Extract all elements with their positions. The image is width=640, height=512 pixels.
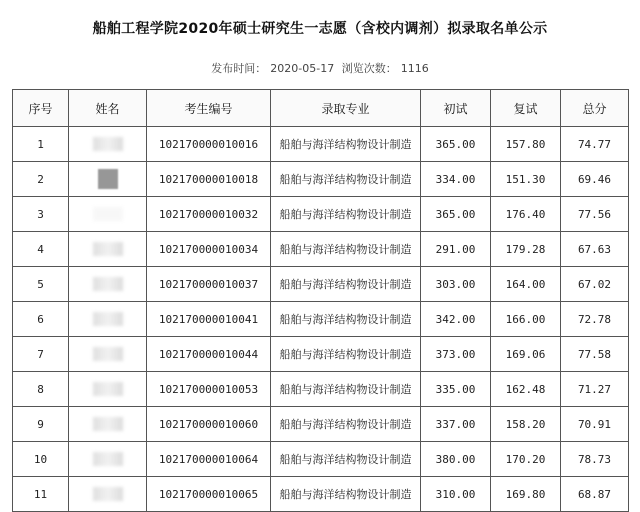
table-row (13, 442, 629, 477)
cell-name-redacted (69, 127, 147, 162)
cell-retest-score: 162.48 (491, 372, 561, 407)
redaction-mark (93, 242, 123, 256)
cell-total-score: 74.77 (561, 127, 629, 162)
cell-total-score: 67.63 (561, 232, 629, 267)
publish-label: 发布时间： (211, 62, 267, 75)
cell-major: 船舶与海洋结构物设计制造 (271, 197, 421, 232)
document-meta (0, 60, 640, 76)
cell-total-score: 77.58 (561, 337, 629, 372)
cell-exam-id: 102170000010041 (147, 302, 271, 337)
cell-seq: 3 (13, 197, 69, 232)
cell-retest-score: 169.80 (491, 477, 561, 512)
cell-initial-score: 334.00 (421, 162, 491, 197)
views-label: 浏览次数： (341, 62, 397, 75)
cell-initial-score: 365.00 (421, 197, 491, 232)
cell-retest-score: 158.20 (491, 407, 561, 442)
cell-seq: 4 (13, 232, 69, 267)
header-seq: 序号 (13, 90, 69, 127)
cell-seq: 11 (13, 477, 69, 512)
cell-seq: 2 (13, 162, 69, 197)
cell-major: 船舶与海洋结构物设计制造 (271, 232, 421, 267)
cell-initial-score: 342.00 (421, 302, 491, 337)
cell-initial-score: 337.00 (421, 407, 491, 442)
cell-initial-score: 310.00 (421, 477, 491, 512)
cell-total-score: 78.73 (561, 442, 629, 477)
publish-date: 2020-05-17 (270, 62, 335, 75)
cell-retest-score: 170.20 (491, 442, 561, 477)
cell-seq: 5 (13, 267, 69, 302)
cell-total-score: 70.91 (561, 407, 629, 442)
header-name: 姓名 (69, 90, 147, 127)
cell-exam-id: 102170000010016 (147, 127, 271, 162)
redaction-mark (93, 417, 123, 431)
cell-total-score: 71.27 (561, 372, 629, 407)
table-body (13, 127, 629, 512)
cell-major: 船舶与海洋结构物设计制造 (271, 407, 421, 442)
cell-major: 船舶与海洋结构物设计制造 (271, 442, 421, 477)
cell-exam-id: 102170000010032 (147, 197, 271, 232)
cell-name-redacted (69, 477, 147, 512)
cell-name-redacted (69, 162, 147, 197)
table-header-row (13, 90, 629, 127)
redaction-mark (93, 312, 123, 326)
cell-seq: 1 (13, 127, 69, 162)
cell-name-redacted (69, 372, 147, 407)
cell-initial-score: 335.00 (421, 372, 491, 407)
cell-retest-score: 176.40 (491, 197, 561, 232)
table-row (13, 197, 629, 232)
cell-name-redacted (69, 232, 147, 267)
table-row (13, 372, 629, 407)
cell-retest-score: 166.00 (491, 302, 561, 337)
cell-exam-id: 102170000010053 (147, 372, 271, 407)
cell-exam-id: 102170000010065 (147, 477, 271, 512)
cell-major: 船舶与海洋结构物设计制造 (271, 127, 421, 162)
cell-total-score: 72.78 (561, 302, 629, 337)
cell-initial-score: 291.00 (421, 232, 491, 267)
cell-total-score: 69.46 (561, 162, 629, 197)
cell-name-redacted (69, 337, 147, 372)
redaction-mark (93, 277, 123, 291)
cell-major: 船舶与海洋结构物设计制造 (271, 372, 421, 407)
cell-total-score: 68.87 (561, 477, 629, 512)
table-row (13, 162, 629, 197)
cell-exam-id: 102170000010018 (147, 162, 271, 197)
document-title: 船舶工程学院2020年硕士研究生一志愿（含校内调剂）拟录取名单公示 (92, 21, 548, 37)
cell-exam-id: 102170000010037 (147, 267, 271, 302)
cell-seq: 10 (13, 442, 69, 477)
cell-name-redacted (69, 197, 147, 232)
cell-name-redacted (69, 302, 147, 337)
cell-major: 船舶与海洋结构物设计制造 (271, 477, 421, 512)
table-row (13, 302, 629, 337)
redaction-mark (93, 382, 123, 396)
cell-major: 船舶与海洋结构物设计制造 (271, 162, 421, 197)
redaction-mark (93, 207, 123, 221)
redaction-mark (93, 487, 123, 501)
cell-seq: 6 (13, 302, 69, 337)
cell-initial-score: 373.00 (421, 337, 491, 372)
cell-exam-id: 102170000010064 (147, 442, 271, 477)
cell-exam-id: 102170000010034 (147, 232, 271, 267)
header-initial-score: 初试 (421, 90, 491, 127)
cell-name-redacted (69, 267, 147, 302)
redaction-mark (93, 137, 123, 151)
cell-total-score: 67.02 (561, 267, 629, 302)
cell-retest-score: 164.00 (491, 267, 561, 302)
table-row (13, 477, 629, 512)
cell-retest-score: 151.30 (491, 162, 561, 197)
cell-initial-score: 303.00 (421, 267, 491, 302)
cell-seq: 9 (13, 407, 69, 442)
cell-seq: 8 (13, 372, 69, 407)
admission-table (12, 89, 629, 512)
cell-initial-score: 365.00 (421, 127, 491, 162)
cell-name-redacted (69, 442, 147, 477)
table-row (13, 407, 629, 442)
header-exam-id: 考生编号 (147, 90, 271, 127)
cell-retest-score: 179.28 (491, 232, 561, 267)
table-row (13, 127, 629, 162)
cell-exam-id: 102170000010060 (147, 407, 271, 442)
views-count: 1116 (400, 62, 429, 75)
table-row (13, 267, 629, 302)
table-row (13, 232, 629, 267)
table-row (13, 337, 629, 372)
cell-retest-score: 157.80 (491, 127, 561, 162)
redaction-mark (98, 169, 118, 189)
header-major: 录取专业 (271, 90, 421, 127)
cell-retest-score: 169.06 (491, 337, 561, 372)
cell-exam-id: 102170000010044 (147, 337, 271, 372)
cell-total-score: 77.56 (561, 197, 629, 232)
cell-name-redacted (69, 407, 147, 442)
redaction-mark (93, 452, 123, 466)
cell-seq: 7 (13, 337, 69, 372)
header-retest-score: 复试 (491, 90, 561, 127)
redaction-mark (93, 347, 123, 361)
cell-major: 船舶与海洋结构物设计制造 (271, 337, 421, 372)
cell-major: 船舶与海洋结构物设计制造 (271, 267, 421, 302)
header-total-score: 总分 (561, 90, 629, 127)
cell-initial-score: 380.00 (421, 442, 491, 477)
cell-major: 船舶与海洋结构物设计制造 (271, 302, 421, 337)
